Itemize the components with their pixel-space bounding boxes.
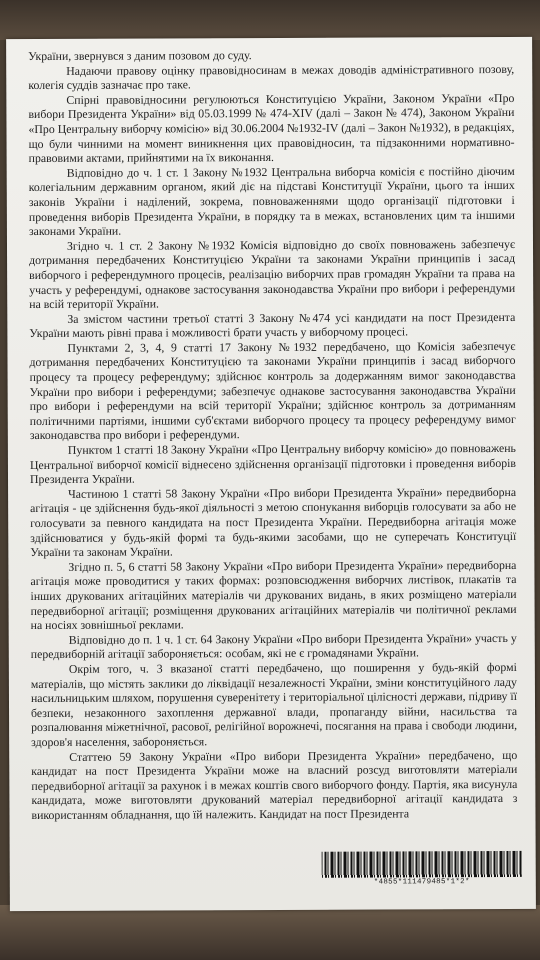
document-body bbox=[28, 47, 517, 823]
barcode-bars bbox=[322, 851, 522, 878]
background-top bbox=[0, 0, 540, 40]
paragraph-9: Згідно п. 5, 6 статті 58 Закону України «Про вибори Президента України» передвиборна агітація може проводитися у таких формах: розповсюдження виборчих листівок, плакатів та інших друкованих агітаційних матеріалів чи друкованих видань, в яких розміщено матеріали передвиборної агітації; розміщення друкованих агітаційних матеріалів чи політичної реклами на носіях зовнішньої реклами. bbox=[30, 557, 517, 633]
barcode-number: *4855*111479485*1*2* bbox=[373, 878, 470, 887]
background-bottom bbox=[0, 905, 540, 960]
paragraph-5: За змістом частини третьої статті 3 Закону №474 усі кандидати на пост Президента України мають рівні права і можливості брати участь у виборчому процесі. bbox=[29, 309, 516, 341]
paragraph-6: Пунктами 2, 3, 4, 9 статті 17 Закону №1932 передбачено, що Комісія забезпечує дотримання передбачених Конституцією та законами України принципів і засад виборчого процесу та процесу референдуму; здійснює контроль за додержанням вимог законодавства України про вибори і референдуми; забезпечує однакове застосування законодавства України про вибори і референдуми на всій території України; здійснює контроль за дотриманням політичними партіями, іншими суб'єктами виборчого процесу та процесу референдуму вимог законодавства про вибори і референдуми. bbox=[29, 338, 516, 443]
paragraph-2: Спірні правовідносини регулюються Конституцією України, Законом України «Про вибори Президента України» від 05.03.1999 № 474-XIV (далі – Закон № 474), Законом України «Про Центральну виборчу комісію» від 30.06.2004 №1932-IV (далі – Закон №1932), в редакціях, що були чинними на момент виникнення цих правовідносин, та підзаконними нормативно-правовими актами, прийнятими на їх виконання. bbox=[28, 90, 515, 166]
paragraph-3: Відповідно до ч. 1 ст. 1 Закону №1932 Центральна виборча комісія є постійно діючим колегіальним державним органом, який діє на підставі Конституції України, цього та інших законів України і наділений, зокрема, повноваженнями щодо організації підготовки і проведення виборів Президента України, в порядку та в межах, встановлених цим та іншими законами України. bbox=[28, 163, 515, 239]
barcode bbox=[322, 851, 522, 892]
paragraph-12: Статтею 59 Закону України «Про вибори Президента України» передбачено, що кандидат на пост Президента України може на власний розсуд виготовляти матеріали передвиборної агітації за рахунок і в межах коштів свого виборчого фонду. Партія, яка висунула кандидата, може виготовляти друкований матеріал передвиборної агітації кандидата з використанням обладнання, що їй належить. Кандидат на пост Президента bbox=[31, 747, 518, 822]
paragraph-10: Відповідно до п. 1 ч. 1 ст. 64 Закону України «Про вибори Президента України» участь у передвиборній агітації забороняється: особам, які не є громадянами України. bbox=[30, 630, 517, 662]
paragraph-11: Окрім того, ч. 3 вказаної статті передбачено, що поширення у будь-якій формі матеріалів, що містять заклики до ліквідації незалежності України, зміни конституційного ладу насильницьким шляхом, порушення суверенітету і територіальної цілісності держави, підриву її безпеки, незаконного захоплення державної влади, пропаганду війни, насильства та розпалювання міжетнічної, расової, релігійної ворожнечі, посягання на права і свободи людини, здоров'я населення, забороняється. bbox=[30, 659, 518, 749]
document-page bbox=[6, 37, 536, 911]
paragraph-1: Надаючи правову оцінку правовідносинам в межах доводів адміністративного позову, колегія суддів зазначає про таке. bbox=[28, 61, 515, 93]
paragraph-0: України, звернувся з даним позовом до суду. bbox=[28, 48, 252, 64]
paragraph-8: Частиною 1 статті 58 Закону України «Про вибори Президента України» передвиборна агітація - це здійснення будь-якої діяльності з метою спонукання виборців голосувати за або не голосувати за певного кандидата на пост Президента України. Передвиборна агітація може здійснюватися у будь-якій формі та будь-якими засобами, що не суперечать Конституції України та законам України. bbox=[30, 484, 517, 560]
paragraph-7: Пунктом 1 статті 18 Закону України «Про Центральну виборчу комісію» до повноважень Центральної виборчої комісії віднесено здійснення організації підготовки і проведення виборів Президента України. bbox=[29, 440, 516, 487]
paragraph-4: Згідно ч. 1 ст. 2 Закону №1932 Комісія відповідно до своїх повноважень забезпечує дотримання передбачених Конституцією України та законами України принципів і засад виборчого і референдумного процесів, реалізацію виборчих прав громадян України та права на участь у референдумі, однакове застосування законодавства України про вибори і референдуми на всій території України. bbox=[29, 236, 516, 312]
